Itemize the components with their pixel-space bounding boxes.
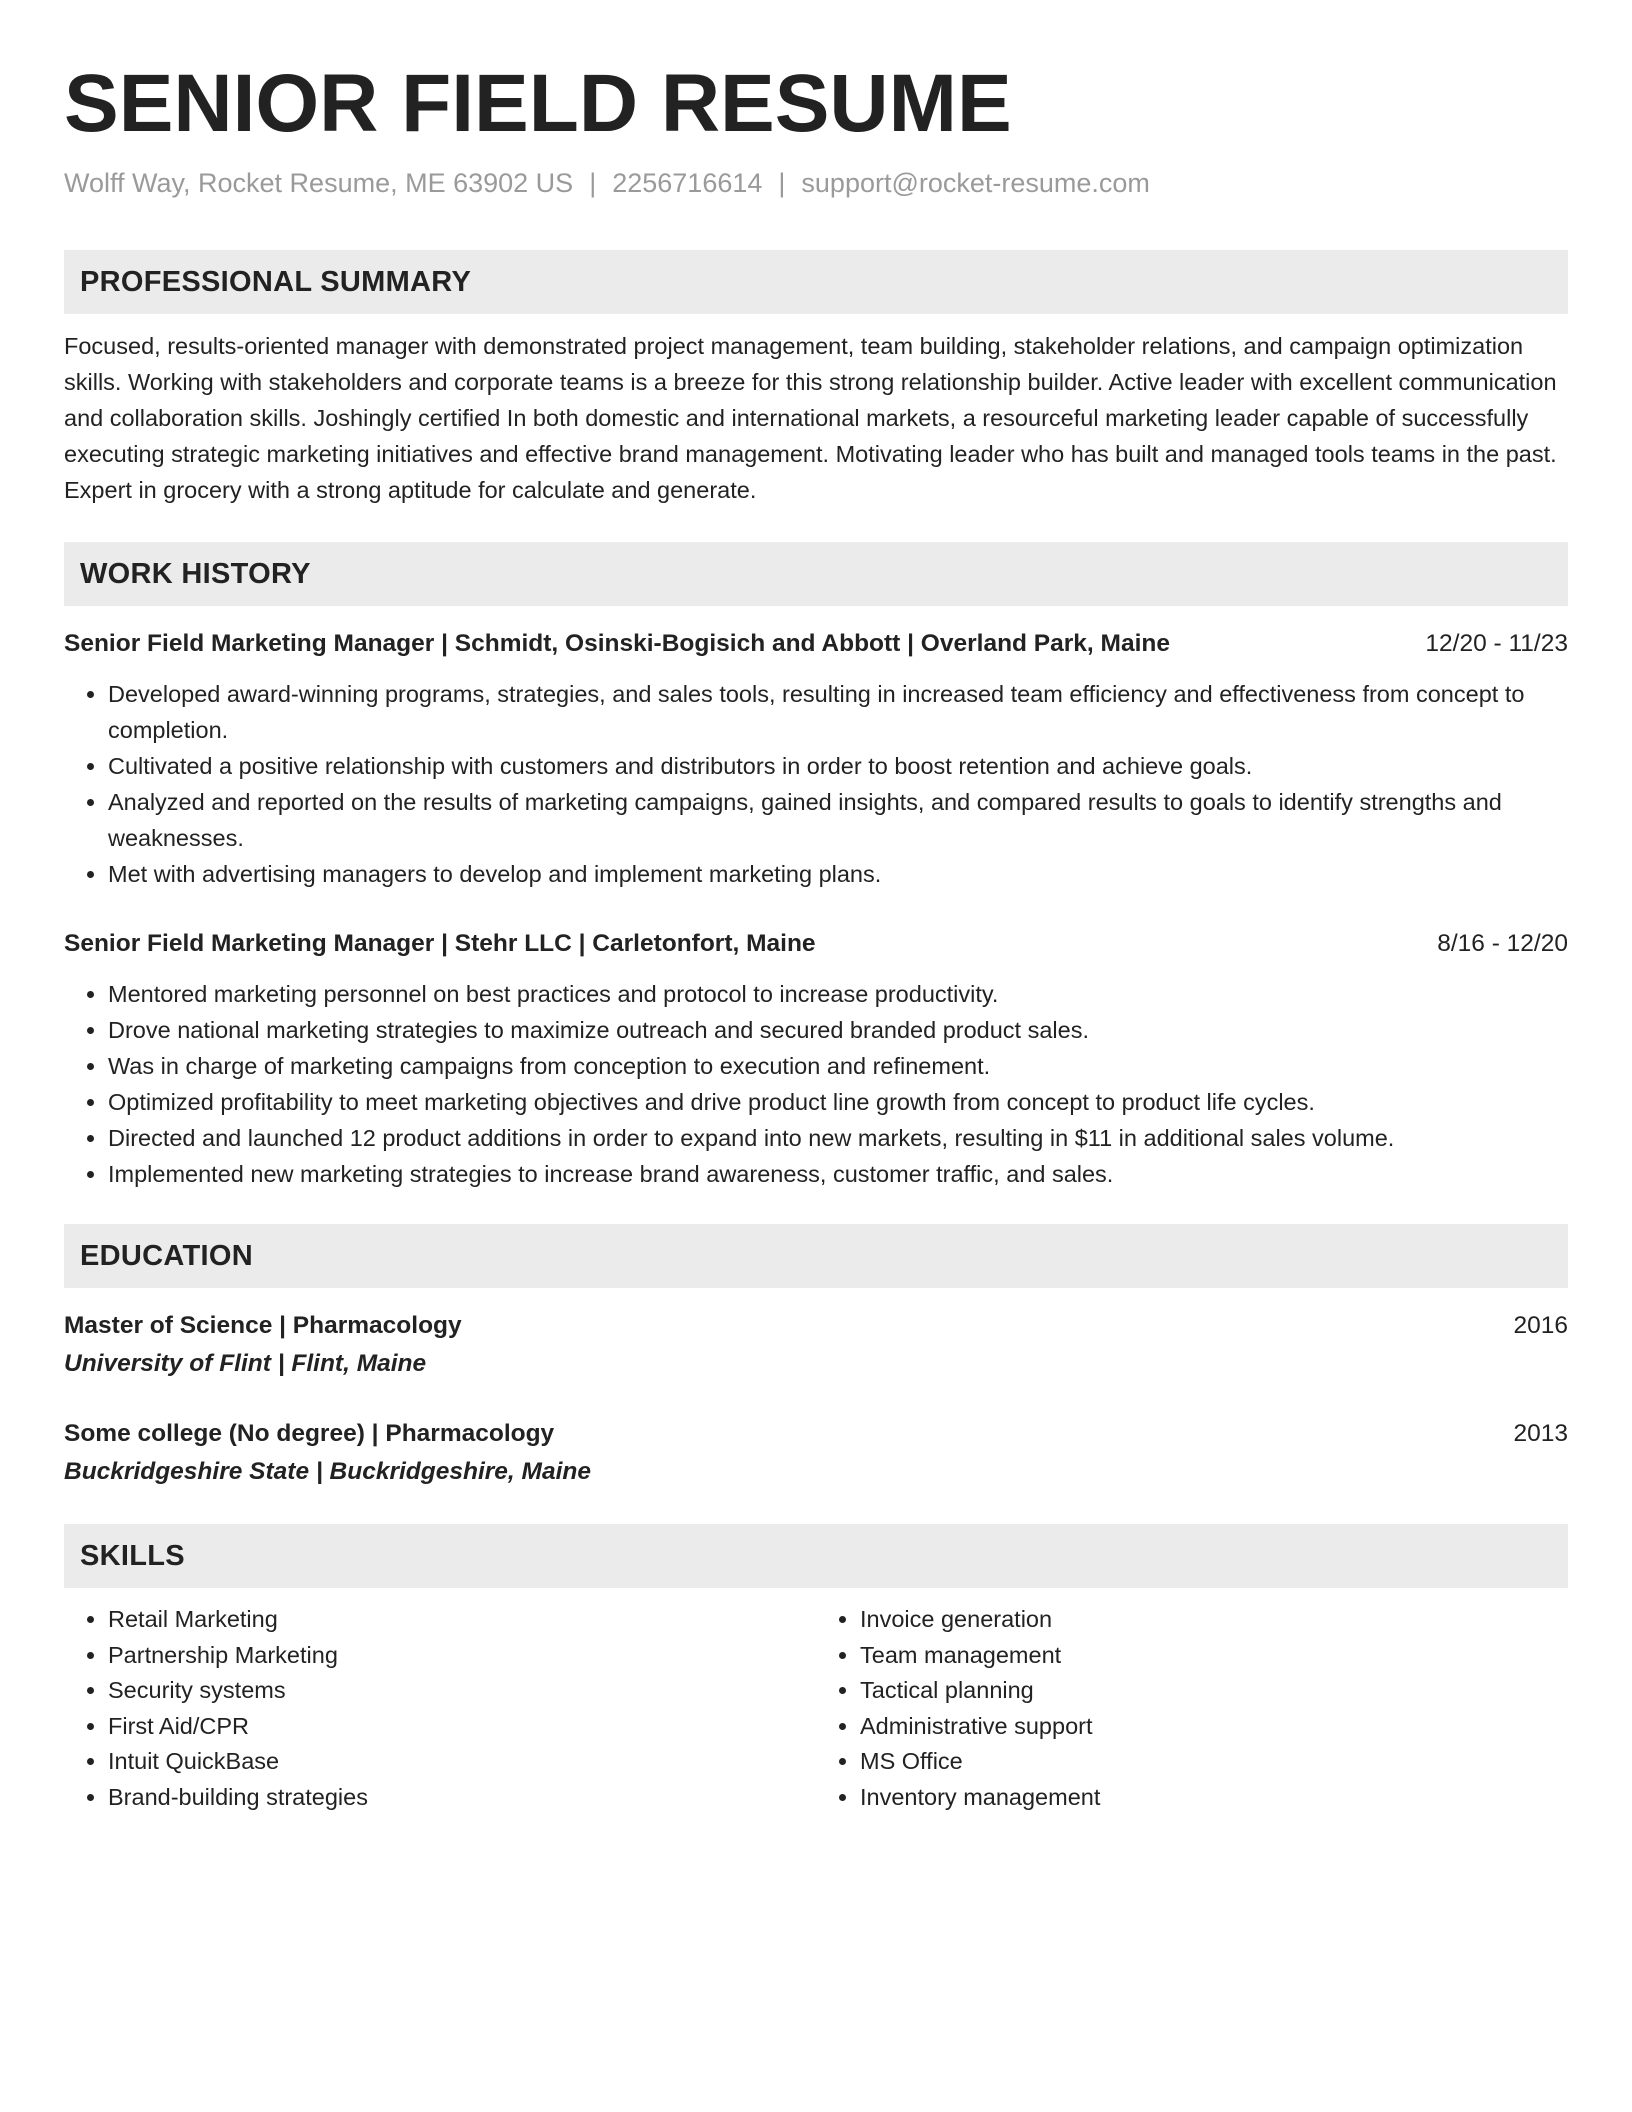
job-bullet: • Directed and launched 12 product additions in order to expand into new markets, resulting in $11 in additional sales volume. <box>108 1120 1568 1156</box>
skills-list-right <box>816 1602 1568 1815</box>
job-bullet: • Drove national marketing strategies to maximize outreach and secured branded product sales. <box>108 1012 1568 1048</box>
skill-item: • Inventory management <box>860 1780 1568 1816</box>
job-bullet: • Mentored marketing personnel on best practices and protocol to increase productivity. <box>108 976 1568 1012</box>
job-title: Senior Field Marketing Manager | Schmidt, Osinski-Bogisich and Abbott | Overland Park, Maine <box>64 630 1170 657</box>
section-heading-skills: SKILLS <box>64 1524 1568 1588</box>
education-school: Buckridgeshire State | Buckridgeshire, Maine <box>64 1458 591 1485</box>
job-bullet: • Optimized profitability to meet marketing objectives and drive product line growth from concept to product life cycles. <box>108 1084 1568 1120</box>
education-entry <box>64 1308 1568 1382</box>
education-year: 2016 <box>1513 1312 1568 1339</box>
skill-item: • First Aid/CPR <box>108 1709 816 1745</box>
resume-name: SENIOR FIELD RESUME <box>64 58 1012 149</box>
skill-item: • Intuit QuickBase <box>108 1744 816 1780</box>
education-year: 2013 <box>1513 1420 1568 1447</box>
skill-item: • Administrative support <box>860 1709 1568 1745</box>
contact-separator: | <box>778 168 786 198</box>
skill-item: • Tactical planning <box>860 1673 1568 1709</box>
contact-line <box>64 166 1568 200</box>
contact-email: support@rocket-resume.com <box>801 168 1150 198</box>
job-dates: 12/20 - 11/23 <box>1425 630 1568 657</box>
skill-item: • Retail Marketing <box>108 1602 816 1638</box>
skill-item: • Team management <box>860 1638 1568 1674</box>
section-heading-summary: PROFESSIONAL SUMMARY <box>64 250 1568 314</box>
job-bullet: • Implemented new marketing strategies to increase brand awareness, customer traffic, and sales. <box>108 1156 1568 1192</box>
contact-separator: | <box>589 168 597 198</box>
education-school: University of Flint | Flint, Maine <box>64 1350 427 1377</box>
job-bullet: • Met with advertising managers to develop and implement marketing plans. <box>108 856 1568 892</box>
education-degree: Master of Science | Pharmacology <box>64 1312 462 1339</box>
contact-address: Wolff Way, Rocket Resume, ME 63902 US <box>64 168 574 198</box>
job-header <box>64 626 1568 662</box>
skill-item: • Brand-building strategies <box>108 1780 816 1816</box>
section-heading-work-history: WORK HISTORY <box>64 542 1568 606</box>
education-header <box>64 1308 1568 1344</box>
job-bullets <box>64 976 1568 1192</box>
education-header <box>64 1416 1568 1452</box>
job-header <box>64 926 1568 962</box>
section-heading-education: EDUCATION <box>64 1224 1568 1288</box>
skills-columns <box>64 1602 1568 1815</box>
job-entry <box>64 626 1568 892</box>
job-bullet: • Analyzed and reported on the results of marketing campaigns, gained insights, and compared results to goals to identify strengths and weaknesses. <box>108 784 1568 856</box>
job-bullet: • Developed award-winning programs, strategies, and sales tools, resulting in increased team efficiency and effectiveness from concept to completion. <box>108 676 1568 748</box>
skill-item: • Invoice generation <box>860 1602 1568 1638</box>
skill-item: • MS Office <box>860 1744 1568 1780</box>
skills-list-left <box>64 1602 816 1815</box>
job-bullets <box>64 676 1568 892</box>
contact-phone: 2256716614 <box>612 168 763 198</box>
education-degree: Some college (No degree) | Pharmacology <box>64 1420 555 1447</box>
job-dates: 8/16 - 12/20 <box>1437 930 1568 957</box>
skill-item: • Security systems <box>108 1673 816 1709</box>
summary-paragraph: Focused, results-oriented manager with demonstrated project management, team building, stakeholder relations, and campaign optimization skills. Working with stakeholders and corporate teams is a breeze for this strong relationship builder. Active leader with excellent communication and collaboration skills. Joshingly certified In both domestic and international markets, a resourceful marketing leader capable of successfully executing strategic marketing initiatives and effective brand management. Motivating leader who has built and managed tools teams in the past. Expert in grocery with a strong aptitude for calculate and generate. <box>64 333 1557 503</box>
job-title: Senior Field Marketing Manager | Stehr LLC | Carletonfort, Maine <box>64 930 816 957</box>
job-bullet: • Cultivated a positive relationship with customers and distributors in order to boost retention and achieve goals. <box>108 748 1568 784</box>
job-entry <box>64 926 1568 1192</box>
skill-item: • Partnership Marketing <box>108 1638 816 1674</box>
job-bullet: • Was in charge of marketing campaigns from conception to execution and refinement. <box>108 1048 1568 1084</box>
education-entry <box>64 1416 1568 1490</box>
